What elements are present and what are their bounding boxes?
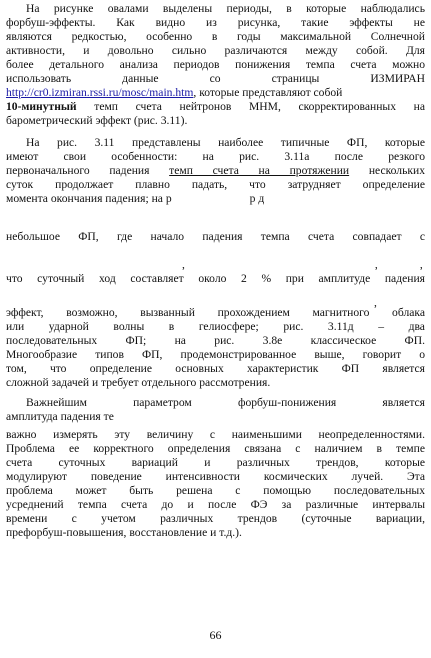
- text-line: счета суточных вариаций и различных трендов, которые: [6, 456, 425, 469]
- text-line: использовать данные со страницы ИЗМИРАН: [6, 72, 425, 85]
- text-line: первоначального падения темп счета на протяжении нескольких: [6, 164, 425, 177]
- text-line: что суточный ход составляет около 2 % при амплитуде падения: [6, 272, 425, 285]
- text-line: суток продолжает плавно падать, что затрудняет определение: [6, 178, 425, 191]
- text-line: имеют свои особенности: на рис. 3.11а после резкого: [6, 150, 425, 163]
- text-line: эффект, возможно, вызванный прохождением магнитного облака: [6, 306, 425, 319]
- text-line: момента окончания падения; на р р д: [6, 192, 265, 205]
- text-line: усреднений темпа счета до и после ФЭ за различные интервалы: [6, 498, 425, 511]
- text-line: барометрический эффект (рис. 3.11).: [6, 114, 188, 127]
- text-line: На рисунке овалами выделены периоды, в которые наблюдались: [26, 2, 425, 15]
- text-line: , , ,: [182, 258, 423, 271]
- text-line: том, что определение основных характеристик ФП является: [6, 362, 425, 375]
- text-line: времени с учетом различных трендов (суточные вариации,: [6, 512, 425, 525]
- text-line: проблема может быть решена с помощью последовательных: [6, 484, 425, 497]
- text-line: На рис. 3.11 представлены наиболее типичные ФП, которые: [26, 136, 425, 149]
- text-line: активности, и довольно сильно различаются между собой. Для: [6, 44, 425, 57]
- text-line: Важнейшим параметром форбуш-понижения является: [26, 396, 425, 409]
- text-line: 10-минутный темп счета нейтронов МНМ, скорректированных на: [6, 100, 425, 113]
- page-number: 66: [209, 628, 222, 642]
- text-line: сложной задачей и требует отдельного рассмотрения.: [6, 376, 271, 389]
- izmiran-link[interactable]: http://cr0.izmiran.rssi.ru/mosc/main.htm: [6, 86, 194, 99]
- text-line: ,: [374, 296, 377, 309]
- text-line: небольшое ФП, где начало падения темпа счета совпадает с: [6, 230, 425, 243]
- text-line: или ударной волны в гелиосфере; рис. 3.11д – два: [6, 320, 425, 333]
- text-line: модулируют поведение интенсивности космических лучей. Эта: [6, 470, 425, 483]
- text-line: Многообразие типов ФП, продемонстрированное выше, говорит о: [6, 348, 425, 361]
- text-line: Проблема ее корректного определения связана с наличием в темпе: [6, 442, 425, 455]
- text-line: амплитуда падения те: [6, 410, 114, 423]
- text-line: последовательных ФП; на рис. 3.8е классическое ФП.: [6, 334, 425, 347]
- text-line: префорбуш-повышения, восстановление и т.д.).: [6, 526, 242, 539]
- text-line: более детального анализа периодов понижения темпа счета можно: [6, 58, 425, 71]
- text-line: являются редкостью, особенно в годы максимальной Солнечной: [6, 30, 425, 43]
- text-line: форбуш-эффекты. Как видно из рисунка, такие эффекты не: [6, 16, 425, 29]
- text-line: http://cr0.izmiran.rssi.ru/mosc/main.htm, которые представляют собой: [6, 86, 343, 99]
- text-line: важно измерять эту величину с наименьшими неопределенностями.: [6, 428, 425, 441]
